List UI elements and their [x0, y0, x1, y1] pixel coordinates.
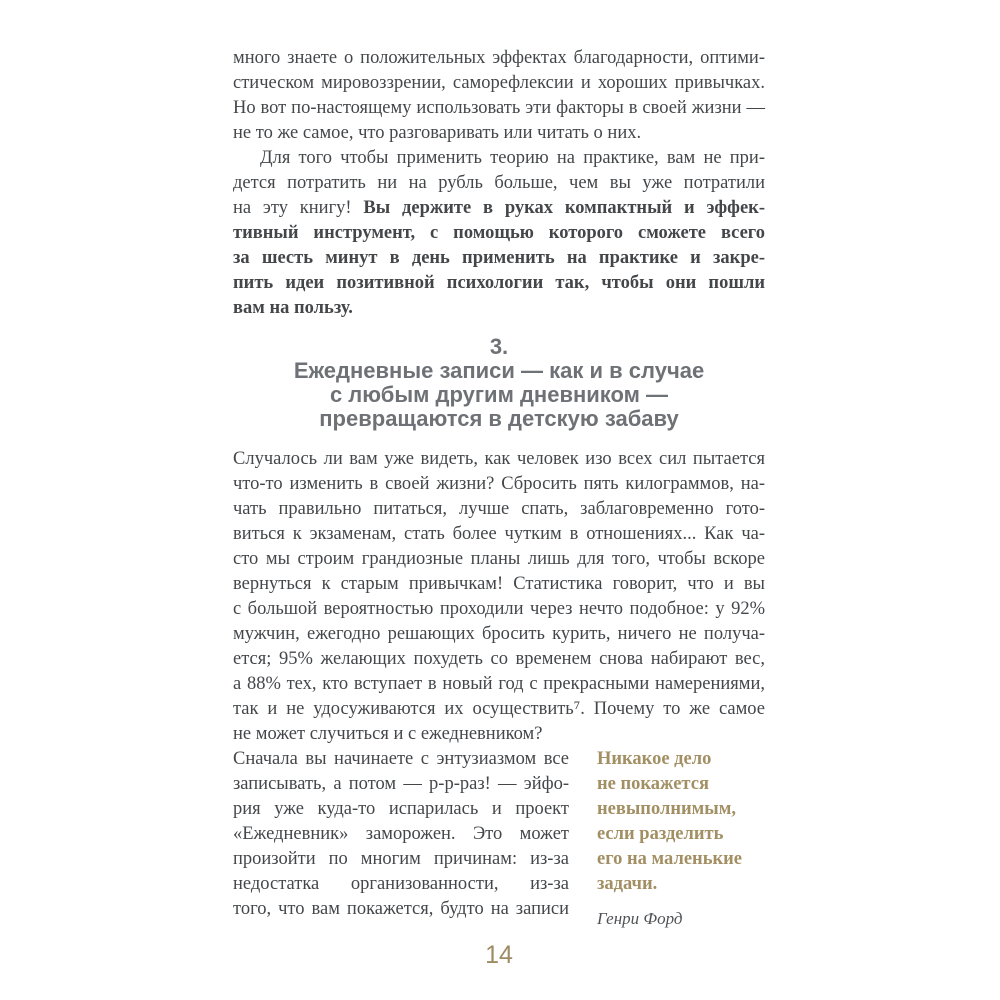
text-segment: Для того чтобы применить теорию на практике, вам не при- [260, 148, 765, 168]
text-line [233, 647, 765, 672]
text-segment: сто мы строим грандиозные планы лишь для того, чтобы вскоре [233, 549, 765, 569]
text-segment: мужчин, ежегодно решающих бросить курить, ничего не получа- [233, 624, 765, 644]
text-line [233, 96, 765, 121]
text-line [233, 572, 765, 597]
text-segment: не покажется [597, 774, 709, 794]
page-content [233, 46, 765, 930]
text-line [597, 872, 765, 897]
text-line [233, 46, 765, 71]
text-segment: не то же самое, что разговаривать или читать о них. [233, 123, 642, 143]
text-segment: дется потратить ни на рубль больше, чем вы уже потратили [233, 173, 765, 193]
text-line [233, 847, 569, 872]
text-segment: Ежедневные записи — как и в случае [293, 358, 705, 383]
chapter-number: 3. [489, 334, 509, 359]
text-segment: того, что вам покажется, будто на записи [233, 899, 569, 919]
text-line [233, 697, 765, 722]
text-line [233, 221, 765, 246]
text-segment: записывать, а потом — р-р-раз! — эйфо- [233, 774, 569, 794]
text-line [233, 597, 765, 622]
text-line [233, 359, 765, 383]
text-segment: что-то изменить в своей жизни? Сбросить пять килограммов, на- [233, 474, 765, 494]
text-segment: не может случиться и с ежедневником? [233, 724, 543, 744]
text-line [233, 472, 765, 497]
text-line [233, 672, 765, 697]
page-number: 14 [485, 941, 513, 969]
bold-text-segment: Вы держите в руках компактный и эффек- [363, 198, 765, 218]
text-line [233, 872, 569, 897]
bold-text-segment: тивный инструмент, с помощью которого сможете всего [233, 223, 765, 243]
pull-quote [597, 747, 765, 897]
bold-text-segment: за шесть минут в день применить на практике и закре- [233, 248, 765, 268]
text-segment: Никакое дело [597, 749, 712, 769]
text-line [233, 447, 765, 472]
bold-text-segment: вам на пользу. [233, 298, 353, 318]
text-line [597, 747, 765, 772]
text-line [597, 772, 765, 797]
text-segment: рия уже куда-то испарилась и проект [233, 799, 569, 819]
intro-paragraph-1 [233, 46, 765, 146]
text-line [233, 146, 765, 171]
text-line [233, 772, 569, 797]
text-segment: вернуться к старым привычкам! Статистика говорит, что и вы [233, 574, 765, 594]
text-segment: на эту книгу! [233, 198, 364, 218]
text-line [597, 822, 765, 847]
text-segment: а 88% тех, кто вступает в новый год с прекрасными намерениями, [233, 674, 765, 694]
text-line [233, 407, 765, 431]
text-segment: недостатка организованности, из-за [233, 874, 569, 894]
text-segment: Случалось ли вам уже видеть, как человек изо всех сил пытается [233, 449, 765, 469]
text-segment: задачи. [597, 874, 658, 894]
text-segment: много знаете о положительных эффектах благодарности, оптими- [233, 48, 765, 68]
text-segment: ется; 95% желающих похудеть со временем снова набирают вес, [233, 649, 765, 669]
text-segment: с любым другим дневником — [329, 382, 669, 407]
text-segment: виться к экзаменам, стать более чутким в отношениях... Как ча- [233, 524, 765, 544]
chapter-title [233, 359, 765, 431]
text-line [233, 722, 569, 747]
text-segment: стическом мировоззрении, саморефлексии и хороших привычках. [233, 73, 765, 93]
text-segment: с большой вероятностью проходили через нечто подобное: у 92% [233, 599, 765, 619]
text-line [233, 897, 569, 922]
bold-text-segment: пить идеи позитивной психологии так, чтобы они пошли [233, 273, 765, 293]
text-line [233, 196, 765, 221]
text-line [233, 522, 765, 547]
quote-attribution: Генри Форд [597, 909, 683, 928]
text-segment: Но вот по-настоящему использовать эти факторы в своей жизни — [233, 98, 765, 118]
text-line [233, 296, 765, 321]
text-line [233, 797, 569, 822]
text-line [597, 847, 765, 872]
text-segment: невыполнимым, [597, 799, 736, 819]
text-segment: произойти по многим причинам: из-за [233, 849, 569, 869]
text-line [597, 797, 765, 822]
intro-paragraph-2 [233, 146, 765, 321]
text-line [233, 246, 765, 271]
text-line [233, 121, 765, 146]
text-line [233, 822, 569, 847]
two-column-section [233, 722, 765, 930]
text-line [233, 547, 765, 572]
text-segment: если разделить [597, 824, 724, 844]
text-line [233, 383, 765, 407]
text-line [233, 747, 569, 772]
text-line [233, 497, 765, 522]
text-line [233, 622, 765, 647]
text-segment: чать правильно питаться, лучше спать, заблаговременно гото- [233, 499, 765, 519]
text-line [233, 71, 765, 96]
body-column [233, 722, 569, 930]
pull-quote-column [597, 722, 765, 930]
text-line [233, 271, 765, 296]
text-line [233, 171, 765, 196]
text-segment: так и не удосуживаются их осуществить⁷. Почему то же самое [233, 699, 765, 719]
text-segment: превращаются в детскую забаву [319, 406, 679, 431]
text-segment: «Ежедневник» заморожен. Это может [233, 824, 569, 844]
text-segment: его на маленькие [597, 849, 743, 869]
body-paragraph [233, 447, 765, 722]
text-segment: Сначала вы начинаете с энтузиазмом все [233, 749, 569, 769]
chapter-heading [233, 335, 765, 431]
